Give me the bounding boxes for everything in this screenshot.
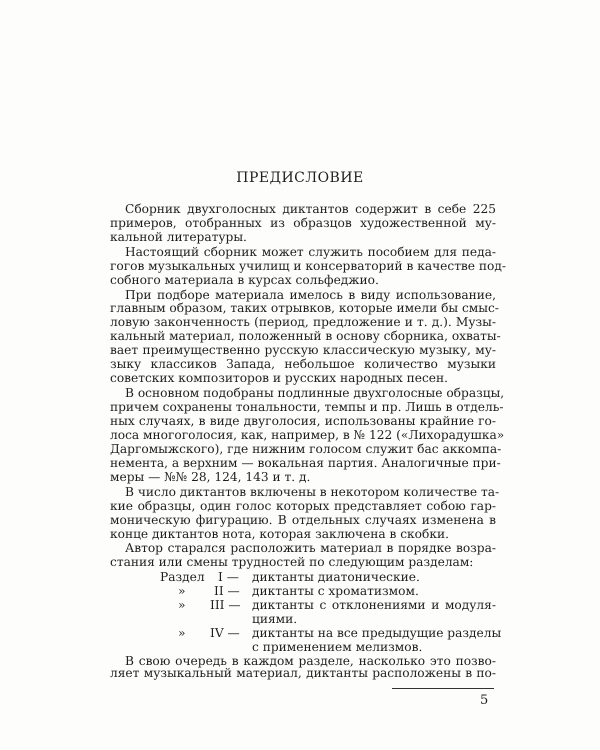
- text-line: немента, а верхним — вокальная партия. Аналогичные при-: [110, 455, 501, 470]
- text-line: ных случаях, в виде двуголосия, использованы крайние го-: [110, 413, 496, 428]
- text-line: кальной литературы.: [110, 229, 247, 244]
- section-text: диктанты с отклонениями и модуля-: [252, 598, 496, 612]
- section-text: с применением мелизмов.: [252, 639, 423, 654]
- text-line: моническую фигурацию. В отдельных случаях изменена в: [110, 512, 496, 527]
- text-line: Автор старался расположить материал в порядке возра-: [125, 541, 496, 556]
- text-line: кальный материал, положенный в основу сборника, охваты-: [110, 329, 501, 344]
- text-line: примеров, отобранных из образцов художественной му-: [110, 216, 496, 230]
- section-number: II —: [214, 584, 240, 598]
- text-line: При подборе материала имелось в виду использование,: [125, 287, 496, 302]
- text-line: В число диктантов включены в некотором количестве та-: [125, 484, 500, 499]
- section-text: диктанты на все предыдущие разделы: [252, 625, 502, 640]
- section-lead: »: [178, 598, 186, 612]
- section-lead: Раздел: [160, 570, 205, 585]
- text-line: ловую законченность (период, предложение и т. д.). Музы-: [110, 315, 496, 330]
- page-title: ПРЕДИСЛОВИЕ: [236, 170, 364, 186]
- section-number: IV —: [210, 625, 240, 640]
- text-line: гогов музыкальных училищ и консерваторий в качестве под-: [110, 258, 506, 273]
- section-lead: »: [178, 584, 186, 598]
- section-text: циями.: [252, 611, 298, 626]
- text-line: советских композиторов и русских народных песен.: [110, 371, 448, 386]
- text-line: вает преимущественно русскую классическую музыку, му-: [110, 343, 496, 358]
- section-lead: »: [178, 625, 186, 640]
- text-line: кие образцы, один голос которых представляет собою гар-: [110, 498, 496, 513]
- text-line: стания или смены трудностей по следующим разделам:: [110, 555, 474, 570]
- section-number: I —: [218, 570, 239, 585]
- text-line: В свою очередь в каждом разделе, насколько это позво-: [125, 653, 496, 668]
- section-text: диктанты диатонические.: [252, 570, 420, 585]
- page-number: 5: [480, 693, 489, 708]
- footer-rule: [392, 688, 494, 689]
- text-line: причем сохранены тональности, темпы и пр. Лишь в отдель-: [110, 400, 504, 414]
- text-line: конце диктантов нота, которая заключена в скобки.: [110, 526, 449, 541]
- section-number: III —: [210, 598, 241, 612]
- text-line: Настоящий сборник может служить пособием для педа-: [125, 244, 496, 259]
- text-line: зыку классиков Запада, небольшое количество музыки: [110, 357, 496, 372]
- text-line: ляет музыкальный материал, диктанты расположены в по-: [110, 666, 496, 680]
- section-text: диктанты с хроматизмом.: [252, 584, 419, 598]
- text-line: Даргомыжского), где нижним голосом служит бас аккомпа-: [110, 441, 502, 456]
- text-line: главным образом, таких отрывков, которые имели бы смыс-: [110, 301, 499, 316]
- text-line: лоса многоголосия, как, например, в № 122 («Лихорадушка»: [110, 427, 505, 442]
- text-line: Сборник двухголосных диктантов содержит в себе 225: [125, 202, 496, 216]
- text-line: В основном подобраны подлинные двухголосные образцы,: [125, 386, 505, 400]
- text-line: меры — №№ 28, 124, 143 и т. д.: [110, 469, 311, 484]
- text-line: собного материала в курсах сольфеджио.: [110, 272, 379, 287]
